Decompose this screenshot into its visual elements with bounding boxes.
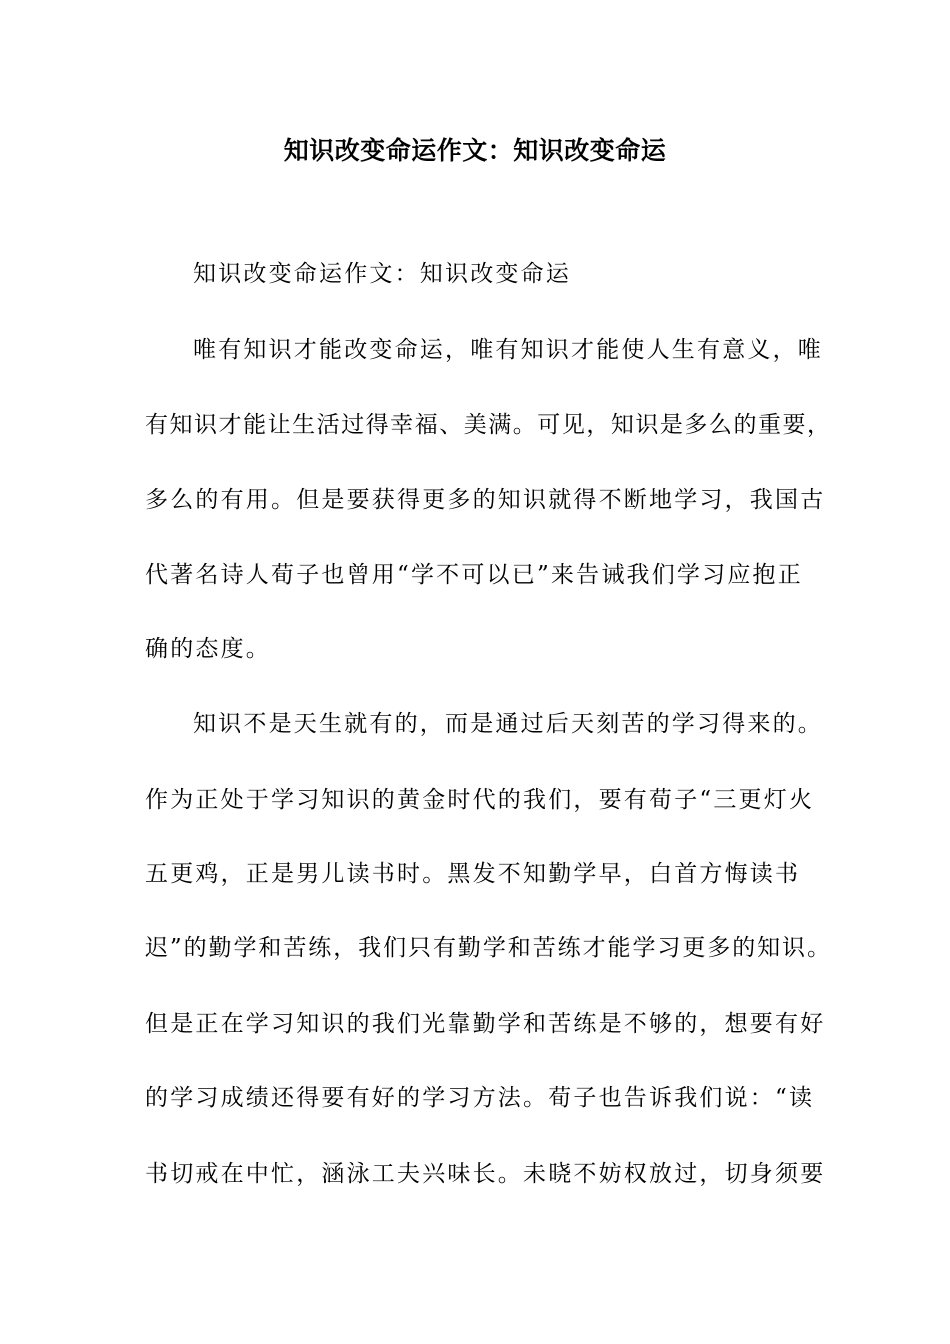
- paragraph-line: 作为正处于学习知识的黄金时代的我们，要有荀子“三更灯火: [145, 787, 815, 813]
- subtitle-line: 知识改变命运作文：知识改变命运: [193, 261, 571, 287]
- paragraph-line: 五更鸡，正是男儿读书时。黑发不知勤学早，白首方悔读书: [145, 861, 801, 887]
- paragraph-line: 唯有知识才能改变命运，唯有知识才能使人生有意义，唯: [193, 337, 823, 363]
- paragraph-line: 的学习成绩还得要有好的学习方法。荀子也告诉我们说：“读: [145, 1085, 815, 1111]
- paragraph-line: 代著名诗人荀子也曾用“学不可以已”来告诫我们学习应抱正: [145, 562, 803, 588]
- paragraph-line: 但是正在学习知识的我们光靠勤学和苦练是不够的，想要有好: [145, 1011, 826, 1037]
- paragraph-line: 确的态度。: [145, 636, 271, 662]
- paragraph-line: 书切戒在中忙，涵泳工夫兴味长。未晓不妨权放过，切身须要: [145, 1161, 826, 1187]
- paragraph-line: 有知识才能让生活过得幸福、美满。可见，知识是多么的重要，: [145, 412, 830, 438]
- paragraph-line: 迟”的勤学和苦练，我们只有勤学和苦练才能学习更多的知识。: [145, 935, 830, 961]
- paragraph-line: 多么的有用。但是要获得更多的知识就得不断地学习，我国古: [145, 487, 826, 513]
- document-title: 知识改变命运作文：知识改变命运: [283, 136, 667, 165]
- paragraph-line: 知识不是天生就有的，而是通过后天刻苦的学习得来的。: [193, 711, 823, 737]
